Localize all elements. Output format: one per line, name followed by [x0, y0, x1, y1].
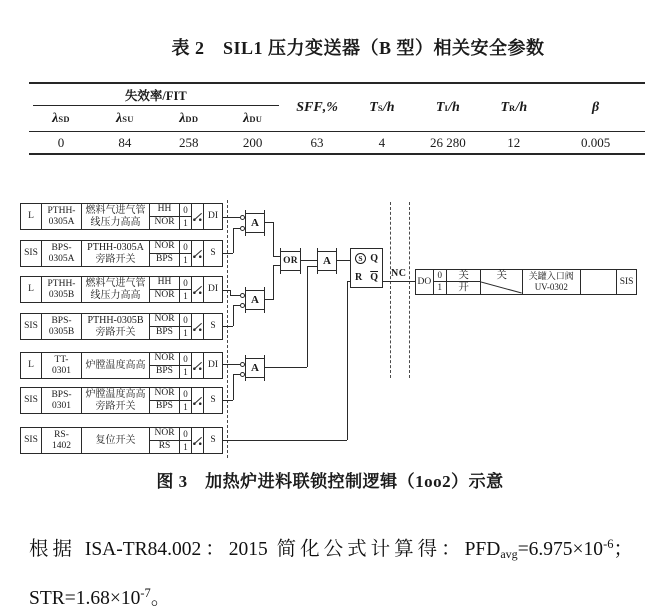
tag-label: RS-	[54, 429, 69, 440]
contact-switch-icon	[192, 247, 203, 260]
boundary-dashed-line	[409, 202, 410, 378]
connector-line	[307, 266, 317, 267]
nc-label: NC	[391, 268, 407, 279]
sff-header: SFF ,%	[296, 99, 338, 115]
boundary-dashed-line	[390, 202, 391, 378]
connector-line	[265, 299, 274, 300]
tag-label: PTHH-	[47, 278, 76, 289]
state-label: NOR	[150, 428, 179, 441]
tag-label: BPS-	[51, 315, 72, 326]
connector-line	[233, 305, 234, 326]
connector-line	[383, 281, 415, 282]
signal-row-tt-0301: L TT- 0301 炉膛温度高高 NOR BPS 0 1 DI	[20, 352, 223, 379]
connector-line	[223, 290, 230, 291]
contact-switch-icon	[192, 359, 203, 372]
bit-label: 0	[180, 388, 191, 401]
valve-description: 关罐入口阀	[528, 271, 574, 282]
table-value: 4	[378, 134, 386, 150]
bit-label: 0	[180, 428, 191, 441]
row-output-type: S	[203, 241, 222, 266]
signal-row-rs-1402: SIS RS- 1402 复位开关 NOR RS 0 1 S	[20, 427, 223, 454]
connector-line	[307, 266, 308, 367]
failure-rate-group-header: 失效率/FIT	[33, 84, 279, 106]
lambda-su-header: λ SU	[116, 110, 134, 126]
pushbutton-switch-icon	[192, 434, 203, 447]
row-source-label: SIS	[24, 248, 38, 259]
bit-label: 0	[180, 314, 191, 327]
table-value: 26 280	[429, 134, 466, 150]
connector-line	[337, 260, 350, 261]
bit-label: 0	[180, 277, 191, 290]
row-source-label: L	[28, 360, 34, 371]
do-label: DO	[417, 276, 432, 287]
ts-header: T S /h	[369, 99, 395, 115]
signal-row-pthh-0305b: L PTHH- 0305B 燃料气进气管 线压力高高 HH NOR 0 1 DI	[20, 276, 223, 303]
and-gate-3: A	[317, 251, 337, 271]
connector-line	[273, 265, 274, 299]
bit-label: 0	[434, 270, 446, 282]
table-value: 0.005	[580, 134, 611, 150]
connector-line	[233, 228, 234, 253]
and-gate-1: A	[245, 213, 265, 233]
connector-line	[233, 374, 240, 375]
qbar-output-label: $\overline{Q}$	[370, 272, 378, 283]
row-description: 炉膛温度高高	[85, 359, 146, 371]
row-output-type: S	[203, 428, 222, 453]
connector-line	[233, 228, 240, 229]
state-label: HH	[150, 277, 179, 290]
contact-switch-icon	[192, 394, 203, 407]
table-value: 84	[118, 134, 132, 150]
connector-line	[223, 217, 240, 218]
empty-cell	[580, 270, 617, 294]
row-output-type: DI	[203, 204, 222, 229]
lambda-du-header: λ DU	[243, 110, 263, 126]
connector-line	[223, 440, 347, 441]
tr-header: T R /h	[500, 99, 528, 115]
contact-switch-icon	[192, 283, 203, 296]
not-bubble-icon	[240, 293, 245, 298]
row-source-label: SIS	[24, 395, 38, 406]
connector-line	[273, 222, 274, 256]
row-description: 燃料气进气管	[85, 205, 146, 217]
tag-label: BPS-	[51, 242, 72, 253]
tag-label: TT-	[54, 354, 69, 365]
signal-row-bps-0305a: SIS BPS- 0305A PTHH-0305A 旁路开关 NOR BPS 0 1 S	[20, 240, 223, 267]
or-gate: OR	[280, 251, 301, 271]
exponent-superscript: -7	[140, 586, 151, 600]
connector-line	[347, 281, 348, 440]
and-gate-4: A	[245, 358, 265, 378]
connector-line	[223, 253, 233, 254]
state-label: HH	[150, 204, 179, 217]
connector-line	[223, 400, 233, 401]
row-source-label: SIS	[24, 435, 38, 446]
bit-label: 0	[180, 204, 191, 217]
state-label: NOR	[150, 388, 179, 401]
reset-input-label: R	[355, 272, 363, 283]
not-bubble-icon	[240, 372, 245, 377]
row-source-label: L	[28, 211, 34, 222]
signal-row-bps-0305b: SIS BPS- 0305B PTHH-0305B 旁路开关 NOR BPS 0 1 S	[20, 313, 223, 340]
signal-row-pthh-0305a: L PTHH- 0305A 燃料气进气管 线压力高高 HH NOR 0 1 DI	[20, 203, 223, 230]
row-description: PTHH-0305B	[87, 315, 144, 327]
row-output-type: S	[203, 388, 222, 413]
sr-flipflop	[350, 248, 383, 288]
exponent-superscript: -6	[603, 537, 614, 551]
connector-line	[223, 364, 240, 365]
row-output-type: DI	[203, 353, 222, 378]
connector-line	[273, 265, 281, 266]
q-output-label: Q	[370, 253, 378, 264]
tag-label: PTHH-	[47, 205, 76, 216]
tag-label: BPS-	[51, 389, 72, 400]
bit-label: 0	[180, 353, 191, 366]
connector-line	[273, 256, 281, 257]
contact-switch-icon	[192, 210, 203, 223]
figure-caption: 图 3 加热炉进料联锁控制逻辑（1oo2）示意	[156, 472, 504, 491]
connector-line	[233, 374, 234, 400]
ti-header: T I /h	[435, 99, 460, 115]
row-output-type: DI	[203, 277, 222, 302]
row-description: 复位开关	[95, 434, 136, 446]
not-bubble-icon	[240, 215, 245, 220]
connector-line	[223, 326, 233, 327]
do-output-block: DO 0 1 关 开 关 关罐入口阀 UV-0302 SIS	[415, 269, 637, 295]
state-label: NOR	[150, 241, 179, 254]
sis-label: SIS	[616, 270, 636, 294]
table-value: 0	[57, 134, 65, 150]
state-label: NOR	[150, 353, 179, 366]
row-output-type: S	[203, 314, 222, 339]
signal-row-bps-0301: SIS BPS- 0301 炉膛温度高高 旁路开关 NOR BPS 0 1 S	[20, 387, 223, 414]
row-description: 燃料气进气管	[85, 278, 146, 290]
bit-label: 0	[180, 241, 191, 254]
table-value: 258	[179, 134, 199, 150]
action-label: 关	[496, 270, 507, 282]
valve-state-label: 关	[447, 270, 481, 282]
table-value: 63	[310, 134, 324, 150]
avg-subscript: avg	[500, 547, 518, 561]
table-title: 表 2 SIL1 压力变送器（B 型）相关安全参数	[171, 38, 545, 58]
set-input-label: S	[355, 253, 366, 264]
not-bubble-icon	[240, 303, 245, 308]
state-label: NOR	[150, 314, 179, 327]
not-bubble-icon	[240, 226, 245, 231]
row-description: 炉膛温度高高	[85, 389, 146, 401]
contact-switch-icon	[192, 320, 203, 333]
lambda-sd-header: λ SD	[52, 110, 70, 126]
table-value: 200	[242, 134, 263, 150]
connector-line	[265, 367, 307, 368]
body-text-line-1: 根据 ISA-TR84.002：2015 简化公式计算得：$PFDavg=6.975\times 10^{-6}$；	[29, 537, 633, 561]
lambda-dd-header: λ DD	[179, 110, 199, 126]
row-description: PTHH-0305A	[87, 242, 144, 254]
connector-line	[347, 281, 350, 282]
table-value: 12	[507, 134, 521, 150]
connector-line	[233, 305, 240, 306]
connector-line	[300, 260, 317, 261]
and-gate-2: A	[245, 290, 265, 310]
trip-direction-icon	[481, 270, 522, 294]
body-text-line-2: $STR=1.68\times 10^{-7}$。	[29, 586, 171, 609]
row-source-label: L	[28, 284, 34, 295]
row-source-label: SIS	[24, 321, 38, 332]
boundary-dashed-line	[227, 200, 228, 458]
beta-header: β	[592, 99, 600, 115]
not-bubble-icon	[240, 362, 245, 367]
connector-line	[230, 295, 240, 296]
